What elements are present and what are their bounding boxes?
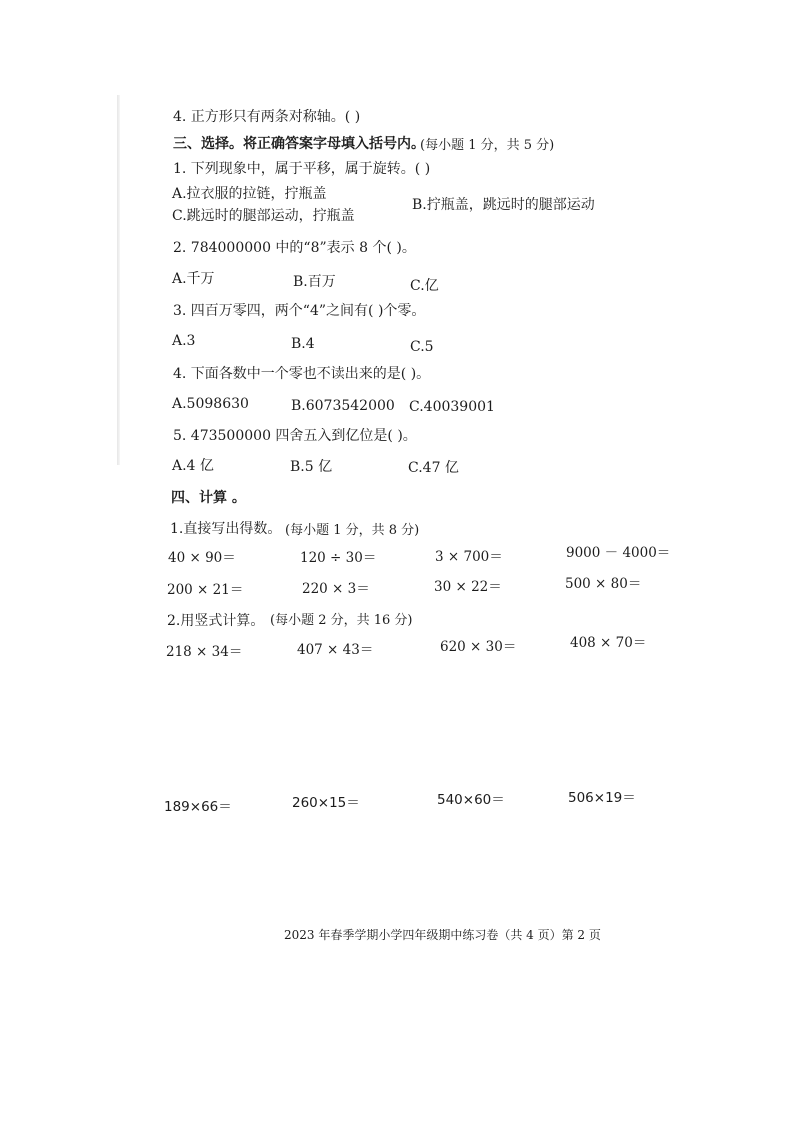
- column-calc-item: 620 × 30＝: [440, 639, 517, 655]
- choice-q3-option-a: A.3: [172, 333, 196, 349]
- choice-question-4: 4. 下面各数中一个零也不读出来的是( )。: [173, 366, 431, 382]
- choice-q3-option-c: C.5: [410, 339, 434, 355]
- choice-q2-option-b: B.百万: [293, 274, 336, 290]
- choice-q4-option-c: C.40039001: [409, 399, 495, 415]
- choice-q2-option-c: C.亿: [410, 278, 439, 294]
- oral-calc-item: 200 × 21＝: [167, 582, 244, 598]
- choice-q5-option-c: C.47 亿: [408, 460, 459, 476]
- column-calc-item: 408 × 70＝: [570, 635, 647, 651]
- choice-q1-option-b: B.拧瓶盖，跳远时的腿部运动: [412, 197, 595, 213]
- calc-part2-score-note: (每小题 2 分，共 16 分): [270, 613, 413, 628]
- oral-calc-item: 3 × 700＝: [435, 549, 503, 565]
- oral-calc-item: 220 × 3＝: [302, 581, 370, 597]
- choice-question-1: 1. 下列现象中，属于平移，属于旋转。( ): [173, 161, 431, 177]
- tf-question-4: 4. 正方形只有两条对称轴。( ): [173, 109, 361, 125]
- section-choice-heading: 三、选择。将正确答案字母填入括号内。: [173, 136, 425, 152]
- column-calc-item: 260×15＝: [292, 795, 360, 811]
- column-calc-item: 407 × 43＝: [297, 642, 374, 658]
- oral-calc-item: 500 × 80＝: [565, 576, 642, 592]
- choice-q2-option-a: A.千万: [172, 271, 215, 287]
- oral-calc-item: 120 ÷ 30＝: [300, 550, 377, 566]
- calc-part1-score-note: (每小题 1 分，共 8 分): [285, 523, 420, 538]
- column-calc-item: 218 × 34＝: [166, 644, 243, 660]
- choice-q4-option-a: A.5098630: [172, 396, 249, 412]
- choice-q5-option-a: A.4 亿: [172, 458, 214, 474]
- column-calc-item: 506×19＝: [568, 790, 636, 806]
- oral-calc-item: 40 × 90＝: [168, 550, 236, 566]
- choice-question-2: 2. 784000000 中的“8”表示 8 个( )。: [173, 240, 416, 256]
- column-calc-item: 540×60＝: [437, 792, 505, 808]
- section-calc-heading: 四、计算 。: [171, 490, 246, 506]
- choice-question-5: 5. 473500000 四舍五入到亿位是( )。: [173, 428, 417, 444]
- oral-calc-item: 30 × 22＝: [434, 579, 502, 595]
- choice-q5-option-b: B.5 亿: [290, 459, 333, 475]
- calc-part2-title: 2.用竖式计算。: [167, 613, 265, 629]
- section-choice-score-note: (每小题 1 分，共 5 分): [420, 138, 555, 153]
- page-footer: 2023 年春季学期小学四年级期中练习卷（共 4 页）第 2 页: [284, 928, 601, 942]
- oral-calc-item: 9000 － 4000＝: [566, 545, 671, 561]
- choice-q4-option-b: B.6073542000: [291, 398, 395, 414]
- column-calc-item: 189×66＝: [164, 799, 232, 815]
- calc-part1-title: 1.直接写出得数。: [170, 521, 282, 537]
- scan-edge-shadow: [117, 95, 120, 465]
- choice-q3-option-b: B.4: [291, 336, 315, 352]
- choice-q1-option-c: C.跳远时的腿部运动，拧瓶盖: [172, 208, 355, 224]
- choice-question-3: 3. 四百万零四，两个“4”之间有( )个零。: [173, 303, 426, 319]
- choice-q1-option-a: A.拉衣服的拉链，拧瓶盖: [172, 186, 327, 202]
